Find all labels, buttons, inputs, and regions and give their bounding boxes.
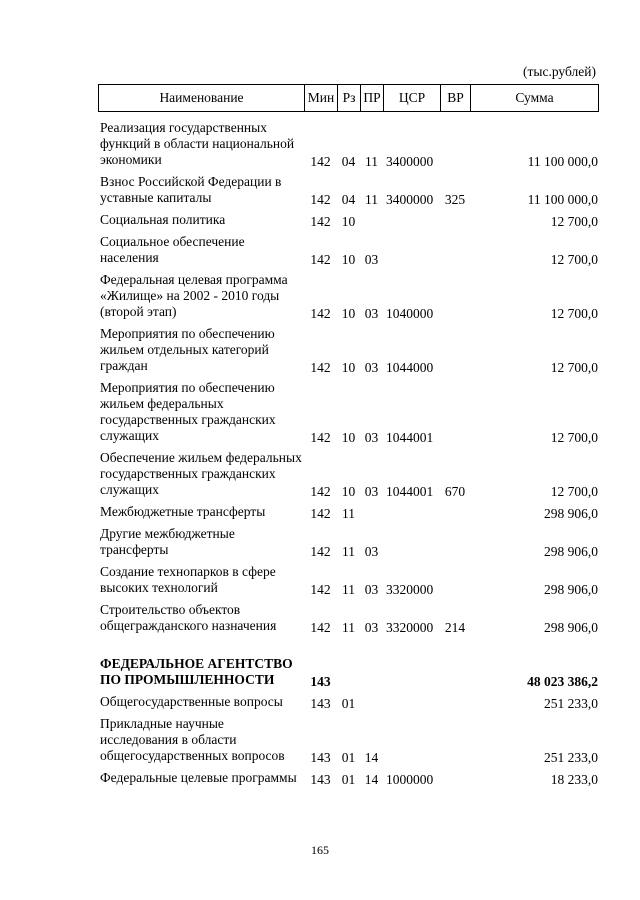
row-rz: 10 bbox=[341, 360, 356, 375]
row-pr bbox=[360, 500, 383, 522]
row-pr: 03 bbox=[364, 360, 379, 375]
row-sum: 12 700,0 bbox=[550, 484, 598, 499]
table-row bbox=[98, 208, 598, 230]
row-name: Общегосударственные вопросы bbox=[100, 694, 283, 709]
row-csr bbox=[383, 522, 440, 560]
row-rz: 10 bbox=[341, 430, 356, 445]
header-csr: ЦСР bbox=[384, 85, 441, 112]
row-vr bbox=[440, 230, 470, 268]
row-pr: 11 bbox=[365, 154, 378, 169]
row-pr bbox=[360, 208, 383, 230]
row-vr: 670 bbox=[444, 484, 466, 499]
row-name: Социальное обеспечение населения bbox=[100, 234, 245, 265]
row-pr bbox=[360, 690, 383, 712]
header-sum: Сумма bbox=[471, 85, 599, 112]
table-row bbox=[98, 116, 598, 170]
row-sum: 12 700,0 bbox=[550, 430, 598, 445]
row-name: Взнос Российской Федерации в уставные капиталы bbox=[100, 174, 282, 205]
row-csr: 1040000 bbox=[386, 306, 434, 321]
row-csr: 1044000 bbox=[386, 360, 434, 375]
row-name: Мероприятия по обеспечению жильем отдельных категорий граждан bbox=[100, 326, 275, 373]
row-vr bbox=[440, 268, 470, 322]
row-csr: 1044001 bbox=[386, 430, 434, 445]
row-csr bbox=[383, 690, 440, 712]
row-min: 142 bbox=[310, 306, 331, 321]
row-name: ФЕДЕРАЛЬНОЕ АГЕНТСТВО ПО ПРОМЫШЛЕННОСТИ bbox=[100, 656, 293, 687]
table-row bbox=[98, 652, 598, 690]
row-sum: 12 700,0 bbox=[550, 252, 598, 267]
row-rz: 10 bbox=[341, 484, 356, 499]
row-pr: 03 bbox=[364, 306, 379, 321]
row-csr bbox=[383, 230, 440, 268]
row-csr bbox=[383, 500, 440, 522]
row-name: Прикладные научные исследования в области общегосударственных вопросов bbox=[100, 716, 285, 763]
row-pr: 03 bbox=[364, 484, 379, 499]
row-rz bbox=[337, 652, 360, 690]
row-sum: 12 700,0 bbox=[550, 214, 598, 229]
row-rz: 01 bbox=[341, 696, 356, 711]
row-vr bbox=[440, 376, 470, 446]
row-vr: 214 bbox=[444, 620, 466, 635]
row-sum: 298 906,0 bbox=[544, 506, 598, 521]
row-vr: 325 bbox=[444, 192, 466, 207]
row-name: Федеральные целевые программы bbox=[100, 770, 297, 785]
row-vr bbox=[440, 652, 470, 690]
table-row bbox=[98, 268, 598, 322]
row-csr: 1000000 bbox=[386, 772, 434, 787]
row-min: 142 bbox=[310, 620, 331, 635]
row-min: 142 bbox=[310, 506, 331, 521]
row-name: Мероприятия по обеспечению жильем федеральных государственных гражданских служащих bbox=[100, 380, 276, 443]
row-min: 142 bbox=[310, 484, 331, 499]
row-min: 142 bbox=[310, 544, 331, 559]
row-name: Межбюджетные трансферты bbox=[100, 504, 266, 519]
row-csr: 3400000 bbox=[386, 192, 434, 207]
row-csr: 3320000 bbox=[386, 582, 434, 597]
row-sum: 11 100 000,0 bbox=[527, 192, 598, 207]
table-row bbox=[98, 446, 598, 500]
row-rz: 04 bbox=[341, 192, 356, 207]
row-min: 143 bbox=[310, 750, 331, 765]
header-vr: ВР bbox=[441, 85, 471, 112]
table-row bbox=[98, 598, 598, 636]
row-rz: 11 bbox=[342, 582, 355, 597]
row-min: 142 bbox=[310, 430, 331, 445]
row-sum: 11 100 000,0 bbox=[527, 154, 598, 169]
budget-table bbox=[98, 116, 598, 788]
row-rz: 10 bbox=[341, 252, 356, 267]
row-rz: 01 bbox=[341, 772, 356, 787]
row-rz: 10 bbox=[341, 214, 356, 229]
row-min: 142 bbox=[310, 582, 331, 597]
row-pr: 14 bbox=[364, 750, 379, 765]
row-csr: 3400000 bbox=[386, 154, 434, 169]
units-label: (тыс.рублей) bbox=[523, 64, 596, 79]
row-sum: 298 906,0 bbox=[544, 544, 598, 559]
row-name: Федеральная целевая программа «Жилище» на 2002 - 2010 годы (второй этап) bbox=[100, 272, 288, 319]
table-row bbox=[98, 500, 598, 522]
row-csr bbox=[383, 208, 440, 230]
row-csr: 1044001 bbox=[386, 484, 434, 499]
row-vr bbox=[440, 322, 470, 376]
table-row bbox=[98, 560, 598, 598]
row-min: 142 bbox=[310, 360, 331, 375]
row-vr bbox=[440, 690, 470, 712]
row-vr bbox=[440, 560, 470, 598]
row-vr bbox=[440, 522, 470, 560]
row-sum: 298 906,0 bbox=[544, 620, 598, 635]
row-vr bbox=[440, 116, 470, 170]
table-row bbox=[98, 170, 598, 208]
row-name: Другие межбюджетные трансферты bbox=[100, 526, 235, 557]
row-sum: 12 700,0 bbox=[550, 306, 598, 321]
row-sum: 12 700,0 bbox=[550, 360, 598, 375]
header-name: Наименование bbox=[99, 85, 305, 112]
row-name: Обеспечение жильем федеральных государственных гражданских служащих bbox=[100, 450, 302, 497]
table-row bbox=[98, 522, 598, 560]
row-sum: 251 233,0 bbox=[544, 750, 598, 765]
row-min: 142 bbox=[310, 214, 331, 229]
spacer-row bbox=[98, 636, 598, 652]
table-row bbox=[98, 376, 598, 446]
row-csr bbox=[383, 652, 440, 690]
row-sum: 251 233,0 bbox=[544, 696, 598, 711]
row-pr: 03 bbox=[364, 252, 379, 267]
row-name: Реализация государственных функций в области национальной экономики bbox=[100, 120, 295, 167]
table-row bbox=[98, 690, 598, 712]
row-min: 142 bbox=[310, 252, 331, 267]
table-header bbox=[98, 84, 599, 112]
row-vr bbox=[440, 766, 470, 788]
table-row bbox=[98, 230, 598, 268]
header-rz: Рз bbox=[338, 85, 361, 112]
row-pr: 03 bbox=[364, 544, 379, 559]
row-rz: 11 bbox=[342, 506, 355, 521]
row-pr: 14 bbox=[364, 772, 379, 787]
page-number: 165 bbox=[311, 843, 329, 857]
row-vr bbox=[440, 500, 470, 522]
table-row bbox=[98, 712, 598, 766]
row-min: 143 bbox=[310, 772, 331, 787]
row-sum: 298 906,0 bbox=[544, 582, 598, 597]
header-pr: ПР bbox=[361, 85, 384, 112]
row-name: Социальная политика bbox=[100, 212, 226, 227]
row-rz: 11 bbox=[342, 620, 355, 635]
row-csr bbox=[383, 712, 440, 766]
row-min: 142 bbox=[310, 192, 331, 207]
row-pr: 03 bbox=[364, 620, 379, 635]
row-rz: 11 bbox=[342, 544, 355, 559]
row-min: 143 bbox=[310, 674, 331, 689]
row-pr: 03 bbox=[364, 582, 379, 597]
row-vr bbox=[440, 208, 470, 230]
row-rz: 04 bbox=[341, 154, 356, 169]
row-sum: 48 023 386,2 bbox=[527, 674, 598, 689]
row-csr: 3320000 bbox=[386, 620, 434, 635]
row-pr: 11 bbox=[365, 192, 378, 207]
row-pr: 03 bbox=[364, 430, 379, 445]
row-rz: 01 bbox=[341, 750, 356, 765]
row-min: 143 bbox=[310, 696, 331, 711]
row-sum: 18 233,0 bbox=[550, 772, 598, 787]
row-min: 142 bbox=[310, 154, 331, 169]
row-vr bbox=[440, 712, 470, 766]
row-name: Строительство объектов общегражданского назначения bbox=[100, 602, 277, 633]
header-min: Мин bbox=[305, 85, 338, 112]
table-row bbox=[98, 766, 598, 788]
row-rz: 10 bbox=[341, 306, 356, 321]
row-pr bbox=[360, 652, 383, 690]
row-name: Создание технопарков в сфере высоких технологий bbox=[100, 564, 276, 595]
table-row bbox=[98, 322, 598, 376]
